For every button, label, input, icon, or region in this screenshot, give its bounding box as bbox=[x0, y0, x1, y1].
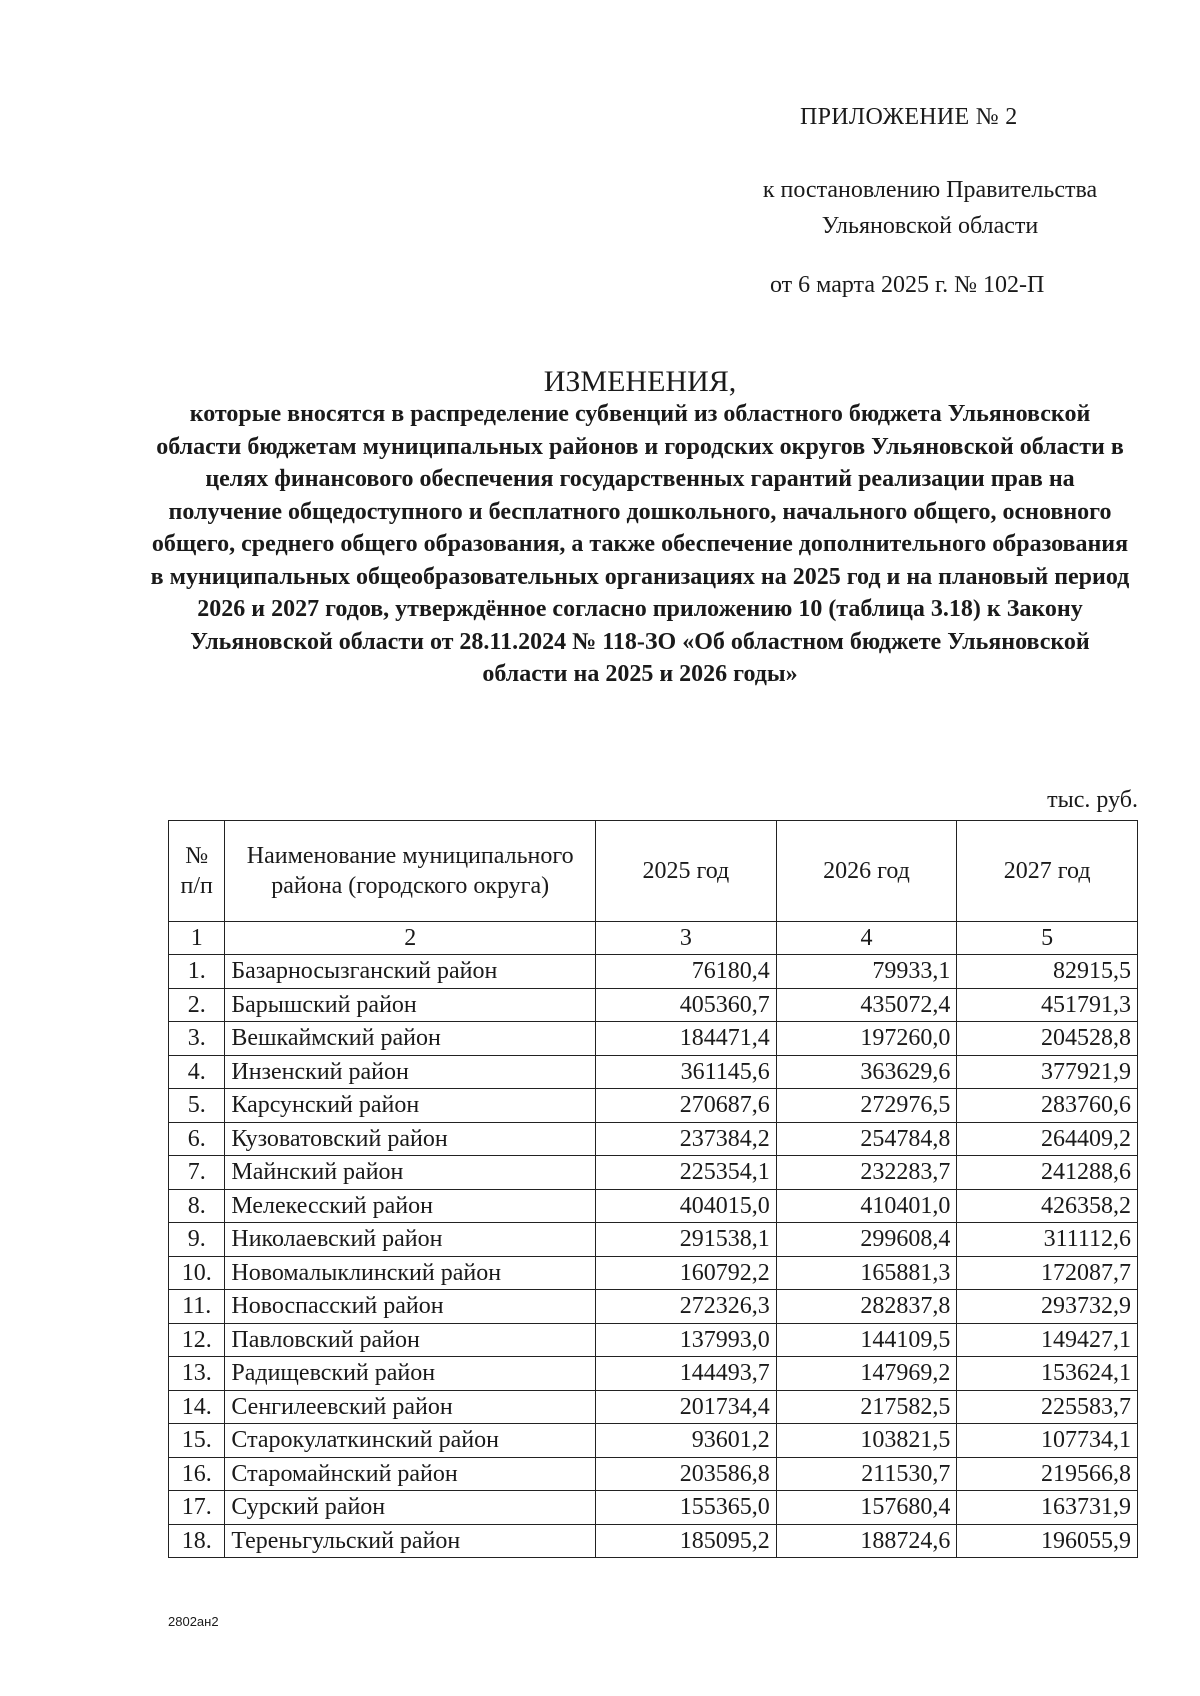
row-value-2026: 299608,4 bbox=[776, 1223, 957, 1257]
table-row bbox=[169, 1357, 1138, 1391]
table-header-row bbox=[169, 821, 1138, 922]
table-row bbox=[169, 1491, 1138, 1525]
row-index: 14. bbox=[169, 1390, 225, 1424]
row-index: 18. bbox=[169, 1524, 225, 1558]
row-value-2027: 163731,9 bbox=[957, 1491, 1138, 1525]
row-value-2025: 201734,4 bbox=[596, 1390, 777, 1424]
row-index: 17. bbox=[169, 1491, 225, 1525]
row-district-name: Майнский район bbox=[225, 1156, 596, 1190]
row-value-2026: 272976,5 bbox=[776, 1089, 957, 1123]
column-number: 2 bbox=[225, 922, 596, 955]
table-row bbox=[169, 1457, 1138, 1491]
table-row bbox=[169, 1290, 1138, 1324]
row-index: 4. bbox=[169, 1055, 225, 1089]
row-district-name: Барышский район bbox=[225, 988, 596, 1022]
table-row bbox=[169, 1055, 1138, 1089]
column-number-row bbox=[169, 922, 1138, 955]
row-value-2025: 361145,6 bbox=[596, 1055, 777, 1089]
row-value-2026: 157680,4 bbox=[776, 1491, 957, 1525]
row-value-2025: 405360,7 bbox=[596, 988, 777, 1022]
row-value-2027: 293732,9 bbox=[957, 1290, 1138, 1324]
header-2026: 2026 год bbox=[776, 821, 957, 922]
row-value-2026: 147969,2 bbox=[776, 1357, 957, 1391]
row-district-name: Тереньгульский район bbox=[225, 1524, 596, 1558]
row-value-2027: 82915,5 bbox=[957, 955, 1138, 989]
row-district-name: Мелекесский район bbox=[225, 1189, 596, 1223]
row-index: 9. bbox=[169, 1223, 225, 1257]
row-value-2026: 79933,1 bbox=[776, 955, 957, 989]
row-value-2027: 264409,2 bbox=[957, 1122, 1138, 1156]
column-number: 5 bbox=[957, 922, 1138, 955]
row-value-2027: 451791,3 bbox=[957, 988, 1138, 1022]
row-value-2025: 404015,0 bbox=[596, 1189, 777, 1223]
document-heading: ИЗМЕНЕНИЯ, bbox=[543, 365, 737, 398]
table-row bbox=[169, 1424, 1138, 1458]
row-value-2027: 153624,1 bbox=[957, 1357, 1138, 1391]
table-row bbox=[169, 1156, 1138, 1190]
row-index: 16. bbox=[169, 1457, 225, 1491]
row-value-2026: 165881,3 bbox=[776, 1256, 957, 1290]
row-value-2026: 211530,7 bbox=[776, 1457, 957, 1491]
row-district-name: Кузоватовский район bbox=[225, 1122, 596, 1156]
row-value-2026: 144109,5 bbox=[776, 1323, 957, 1357]
subvention-table bbox=[168, 820, 1138, 1558]
row-index: 2. bbox=[169, 988, 225, 1022]
table-row bbox=[169, 1189, 1138, 1223]
row-index: 8. bbox=[169, 1189, 225, 1223]
row-value-2027: 107734,1 bbox=[957, 1424, 1138, 1458]
appendix-label: ПРИЛОЖЕНИЕ № 2 bbox=[800, 104, 1018, 130]
table-row bbox=[169, 1022, 1138, 1056]
row-district-name: Сенгилеевский район bbox=[225, 1390, 596, 1424]
row-district-name: Карсунский район bbox=[225, 1089, 596, 1123]
row-value-2026: 282837,8 bbox=[776, 1290, 957, 1324]
row-index: 11. bbox=[169, 1290, 225, 1324]
row-value-2025: 93601,2 bbox=[596, 1424, 777, 1458]
row-index: 1. bbox=[169, 955, 225, 989]
row-value-2027: 172087,7 bbox=[957, 1256, 1138, 1290]
row-value-2027: 149427,1 bbox=[957, 1323, 1138, 1357]
row-value-2025: 203586,8 bbox=[596, 1457, 777, 1491]
row-value-2026: 232283,7 bbox=[776, 1156, 957, 1190]
table-row bbox=[169, 955, 1138, 989]
row-value-2027: 283760,6 bbox=[957, 1089, 1138, 1123]
row-district-name: Старомайнский район bbox=[225, 1457, 596, 1491]
row-value-2025: 144493,7 bbox=[596, 1357, 777, 1391]
row-value-2027: 426358,2 bbox=[957, 1189, 1138, 1223]
table-row bbox=[169, 1256, 1138, 1290]
row-value-2025: 291538,1 bbox=[596, 1223, 777, 1257]
row-value-2025: 272326,3 bbox=[596, 1290, 777, 1324]
decree-date: от 6 марта 2025 г. № 102-П bbox=[770, 272, 1045, 298]
row-value-2026: 363629,6 bbox=[776, 1055, 957, 1089]
row-value-2027: 204528,8 bbox=[957, 1022, 1138, 1056]
column-number: 1 bbox=[169, 922, 225, 955]
table-row bbox=[169, 1223, 1138, 1257]
row-value-2026: 254784,8 bbox=[776, 1122, 957, 1156]
document-code: 2802ан2 bbox=[168, 1614, 219, 1629]
column-number: 4 bbox=[776, 922, 957, 955]
row-district-name: Базарносызганский район bbox=[225, 955, 596, 989]
row-district-name: Новоспасский район bbox=[225, 1290, 596, 1324]
row-district-name: Радищевский район bbox=[225, 1357, 596, 1391]
unit-label: тыс. руб. bbox=[1047, 787, 1138, 813]
decree-reference bbox=[720, 172, 1140, 244]
row-value-2027: 219566,8 bbox=[957, 1457, 1138, 1491]
row-value-2027: 241288,6 bbox=[957, 1156, 1138, 1190]
row-value-2026: 188724,6 bbox=[776, 1524, 957, 1558]
table-row bbox=[169, 1524, 1138, 1558]
document-title: которые вносятся в распределение субвенций из областного бюджета Ульяновской области бюджетам муниципальных районов и городских округов Ульяновской области в целях финансового обеспечения государственных гарантий реализации прав на получение общедоступного и бесплатного дошкольного, начального общего, основного общего, среднего общего образования, а также обеспечение дополнительного образования в муниципальных общеобразовательных организациях на 2025 год и на плановый период 2026 и 2027 годов, утверждённое согласно приложению 10 (таблица 3.18) к Закону Ульяновской области от 28.11.2024 № 118-ЗО «Об областном бюджете Ульяновской области на 2025 и 2026 годы» bbox=[150, 401, 1130, 687]
row-value-2027: 377921,9 bbox=[957, 1055, 1138, 1089]
row-index: 13. bbox=[169, 1357, 225, 1391]
row-index: 6. bbox=[169, 1122, 225, 1156]
row-value-2026: 410401,0 bbox=[776, 1189, 957, 1223]
table-row bbox=[169, 1323, 1138, 1357]
row-district-name: Вешкаймский район bbox=[225, 1022, 596, 1056]
table-row bbox=[169, 1122, 1138, 1156]
row-value-2025: 184471,4 bbox=[596, 1022, 777, 1056]
row-district-name: Инзенский район bbox=[225, 1055, 596, 1089]
row-value-2025: 155365,0 bbox=[596, 1491, 777, 1525]
row-value-2025: 237384,2 bbox=[596, 1122, 777, 1156]
header-index: № п/п bbox=[169, 821, 225, 922]
row-value-2027: 196055,9 bbox=[957, 1524, 1138, 1558]
table-row bbox=[169, 1089, 1138, 1123]
row-value-2025: 225354,1 bbox=[596, 1156, 777, 1190]
row-index: 7. bbox=[169, 1156, 225, 1190]
row-value-2026: 217582,5 bbox=[776, 1390, 957, 1424]
row-value-2025: 76180,4 bbox=[596, 955, 777, 989]
row-value-2025: 137993,0 bbox=[596, 1323, 777, 1357]
decree-line-2: Ульяновской области bbox=[821, 213, 1039, 239]
row-district-name: Сурский район bbox=[225, 1491, 596, 1525]
column-number: 3 bbox=[596, 922, 777, 955]
row-value-2027: 225583,7 bbox=[957, 1390, 1138, 1424]
row-index: 5. bbox=[169, 1089, 225, 1123]
row-value-2027: 311112,6 bbox=[957, 1223, 1138, 1257]
header-name: Наименование муниципального района (городского округа) bbox=[225, 821, 596, 922]
row-index: 3. bbox=[169, 1022, 225, 1056]
row-district-name: Николаевский район bbox=[225, 1223, 596, 1257]
row-value-2026: 435072,4 bbox=[776, 988, 957, 1022]
row-value-2026: 103821,5 bbox=[776, 1424, 957, 1458]
row-index: 12. bbox=[169, 1323, 225, 1357]
decree-line-1: к постановлению Правительства bbox=[762, 177, 1098, 203]
row-value-2025: 270687,6 bbox=[596, 1089, 777, 1123]
table-row bbox=[169, 1390, 1138, 1424]
row-index: 15. bbox=[169, 1424, 225, 1458]
row-value-2025: 185095,2 bbox=[596, 1524, 777, 1558]
header-2027: 2027 год bbox=[957, 821, 1138, 922]
row-district-name: Новомалыклинский район bbox=[225, 1256, 596, 1290]
header-2025: 2025 год bbox=[596, 821, 777, 922]
row-index: 10. bbox=[169, 1256, 225, 1290]
row-value-2025: 160792,2 bbox=[596, 1256, 777, 1290]
row-district-name: Старокулаткинский район bbox=[225, 1424, 596, 1458]
table-row bbox=[169, 988, 1138, 1022]
row-value-2026: 197260,0 bbox=[776, 1022, 957, 1056]
row-district-name: Павловский район bbox=[225, 1323, 596, 1357]
